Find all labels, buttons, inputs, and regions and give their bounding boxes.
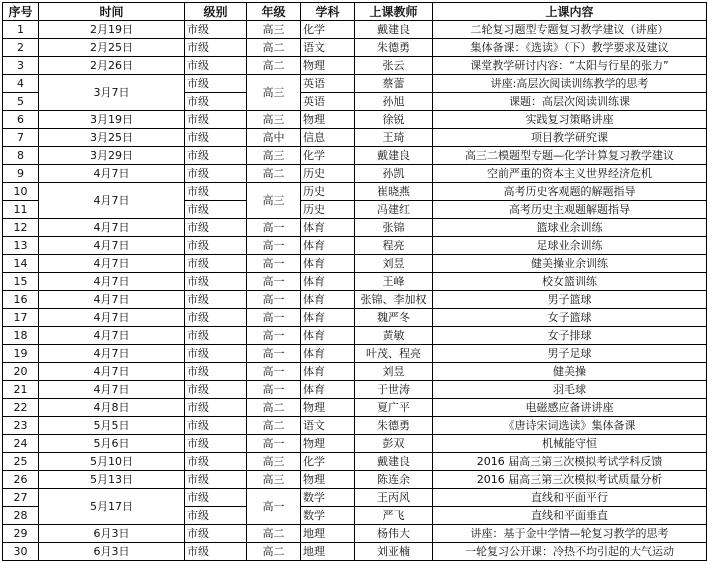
- table-row: [3, 57, 707, 75]
- header-time: 时间: [39, 3, 185, 21]
- header-grade: 年级: [247, 3, 301, 21]
- row-time: 2月26日: [39, 57, 185, 75]
- row-level: 市级: [185, 219, 247, 237]
- row-time: 4月7日: [39, 183, 185, 219]
- row-level: 市级: [185, 435, 247, 453]
- row-subject: 物理: [301, 111, 355, 129]
- row-number: 10: [3, 183, 39, 201]
- row-grade: 高一: [247, 435, 301, 453]
- row-teacher: 朱德勇: [355, 417, 433, 435]
- row-number: 27: [3, 489, 39, 507]
- row-level: 市级: [185, 453, 247, 471]
- row-number: 17: [3, 309, 39, 327]
- row-subject: 物理: [301, 471, 355, 489]
- row-number: 21: [3, 381, 39, 399]
- row-subject: 化学: [301, 147, 355, 165]
- row-content: 足球业余训练: [433, 237, 707, 255]
- row-teacher: 张云: [355, 57, 433, 75]
- row-level: 市级: [185, 309, 247, 327]
- row-content: 健美操业余训练: [433, 255, 707, 273]
- row-level: 市级: [185, 273, 247, 291]
- row-time: 5月6日: [39, 435, 185, 453]
- row-grade: 高二: [247, 543, 301, 561]
- row-content: 高三二模题型专题—化学计算复习教学建议: [433, 147, 707, 165]
- row-number: 22: [3, 399, 39, 417]
- row-level: 市级: [185, 57, 247, 75]
- row-content: 讲座:高层次阅读训练教学的思考: [433, 75, 707, 93]
- row-content: 高考历史主观题解题指导: [433, 201, 707, 219]
- row-subject: 体育: [301, 309, 355, 327]
- row-teacher: 张锦、李加权: [355, 291, 433, 309]
- row-number: 26: [3, 471, 39, 489]
- row-subject: 数学: [301, 489, 355, 507]
- header-subject: 学科: [301, 3, 355, 21]
- row-time: 6月3日: [39, 543, 185, 561]
- table-row: [3, 435, 707, 453]
- table-row: [3, 111, 707, 129]
- row-content: 高考历史客观题的解题指导: [433, 183, 707, 201]
- row-time: 4月7日: [39, 219, 185, 237]
- row-teacher: 王峰: [355, 273, 433, 291]
- row-number: 19: [3, 345, 39, 363]
- table-row: [3, 489, 707, 507]
- table-row: [3, 543, 707, 561]
- table-row: [3, 129, 707, 147]
- row-number: 2: [3, 39, 39, 57]
- table-row: [3, 75, 707, 93]
- row-teacher: 刘昱: [355, 363, 433, 381]
- row-level: 市级: [185, 93, 247, 111]
- row-number: 3: [3, 57, 39, 75]
- row-subject: 语文: [301, 39, 355, 57]
- row-subject: 体育: [301, 219, 355, 237]
- row-time: 6月3日: [39, 525, 185, 543]
- row-teacher: 朱德勇: [355, 39, 433, 57]
- row-level: 市级: [185, 381, 247, 399]
- row-grade: 高二: [247, 57, 301, 75]
- row-grade: 高二: [247, 417, 301, 435]
- row-content: 二轮复习题型专题复习教学建议（讲座）: [433, 21, 707, 39]
- row-subject: 体育: [301, 327, 355, 345]
- row-level: 市级: [185, 507, 247, 525]
- row-teacher: 孙旭: [355, 93, 433, 111]
- header-teacher: 上课教师: [355, 3, 433, 21]
- row-number: 24: [3, 435, 39, 453]
- table-row: [3, 147, 707, 165]
- row-number: 6: [3, 111, 39, 129]
- row-subject: 历史: [301, 165, 355, 183]
- row-number: 1: [3, 21, 39, 39]
- row-grade: 高三: [247, 75, 301, 111]
- row-grade: 高一: [247, 345, 301, 363]
- row-content: 电磁感应备讲讲座: [433, 399, 707, 417]
- row-subject: 英语: [301, 75, 355, 93]
- row-level: 市级: [185, 75, 247, 93]
- row-content: 实践复习策略讲座: [433, 111, 707, 129]
- row-teacher: 戴建良: [355, 453, 433, 471]
- row-grade: 高一: [247, 309, 301, 327]
- row-content: 校女篮训练: [433, 273, 707, 291]
- table-row: [3, 165, 707, 183]
- row-grade: 高中: [247, 129, 301, 147]
- row-content: 集体备课：《选读》（下）教学要求及建议: [433, 39, 707, 57]
- table-row: [3, 291, 707, 309]
- table-row: [3, 399, 707, 417]
- table-row: [3, 525, 707, 543]
- row-grade: 高二: [247, 39, 301, 57]
- table-row: [3, 237, 707, 255]
- row-time: 5月10日: [39, 453, 185, 471]
- row-teacher: 魏严冬: [355, 309, 433, 327]
- row-subject: 历史: [301, 183, 355, 201]
- row-time: 5月13日: [39, 471, 185, 489]
- row-grade: 高一: [247, 381, 301, 399]
- row-teacher: 程亮: [355, 237, 433, 255]
- table-body: [3, 21, 707, 561]
- row-content: 2016 届高三第三次模拟考试学科反馈: [433, 453, 707, 471]
- row-grade: 高一: [247, 327, 301, 345]
- row-content: 机械能守恒: [433, 435, 707, 453]
- row-number: 28: [3, 507, 39, 525]
- table-row: [3, 345, 707, 363]
- row-content: 2016 届高三第三次模拟考试质量分析: [433, 471, 707, 489]
- row-teacher: 杨伟大: [355, 525, 433, 543]
- table-row: [3, 39, 707, 57]
- row-grade: 高一: [247, 273, 301, 291]
- row-teacher: 崔晓燕: [355, 183, 433, 201]
- row-teacher: 刘亚楠: [355, 543, 433, 561]
- row-level: 市级: [185, 489, 247, 507]
- row-time: 4月7日: [39, 273, 185, 291]
- table-row: [3, 255, 707, 273]
- row-level: 市级: [185, 417, 247, 435]
- row-level: 市级: [185, 147, 247, 165]
- row-teacher: 夏广平: [355, 399, 433, 417]
- row-number: 9: [3, 165, 39, 183]
- row-time: 2月19日: [39, 21, 185, 39]
- row-time: 3月29日: [39, 147, 185, 165]
- row-number: 8: [3, 147, 39, 165]
- row-grade: 高一: [247, 291, 301, 309]
- row-content: 直线和平面平行: [433, 489, 707, 507]
- row-time: 4月8日: [39, 399, 185, 417]
- row-level: 市级: [185, 129, 247, 147]
- row-grade: 高三: [247, 471, 301, 489]
- row-grade: 高一: [247, 219, 301, 237]
- row-subject: 化学: [301, 21, 355, 39]
- row-content: 课题：高层次阅读训练课: [433, 93, 707, 111]
- row-subject: 地理: [301, 525, 355, 543]
- row-subject: 体育: [301, 273, 355, 291]
- row-content: 直线和平面垂直: [433, 507, 707, 525]
- schedule-sheet: [2, 2, 707, 561]
- row-number: 11: [3, 201, 39, 219]
- row-level: 市级: [185, 399, 247, 417]
- row-content: 羽毛球: [433, 381, 707, 399]
- row-level: 市级: [185, 471, 247, 489]
- row-number: 25: [3, 453, 39, 471]
- header-no: 序号: [3, 3, 39, 21]
- row-content: 男子足球: [433, 345, 707, 363]
- row-level: 市级: [185, 327, 247, 345]
- row-teacher: 张锦: [355, 219, 433, 237]
- row-subject: 体育: [301, 345, 355, 363]
- row-teacher: 于世涛: [355, 381, 433, 399]
- row-teacher: 冯建红: [355, 201, 433, 219]
- row-teacher: 戴建良: [355, 147, 433, 165]
- row-content: 一轮复习公开课：冷热不均引起的大气运动: [433, 543, 707, 561]
- row-level: 市级: [185, 345, 247, 363]
- row-time: 3月19日: [39, 111, 185, 129]
- row-time: 5月5日: [39, 417, 185, 435]
- row-content: 《唐诗宋词选读》集体备课: [433, 417, 707, 435]
- row-level: 市级: [185, 363, 247, 381]
- row-time: 2月25日: [39, 39, 185, 57]
- table-row: [3, 327, 707, 345]
- row-time: 5月17日: [39, 489, 185, 525]
- table-row: [3, 363, 707, 381]
- row-grade: 高一: [247, 237, 301, 255]
- row-subject: 地理: [301, 543, 355, 561]
- row-time: 4月7日: [39, 327, 185, 345]
- row-subject: 英语: [301, 93, 355, 111]
- row-subject: 信息: [301, 129, 355, 147]
- row-time: 4月7日: [39, 165, 185, 183]
- row-number: 7: [3, 129, 39, 147]
- table-row: [3, 471, 707, 489]
- row-content: 项目教学研究课: [433, 129, 707, 147]
- header-content: 上课内容: [433, 3, 707, 21]
- row-time: 4月7日: [39, 309, 185, 327]
- row-level: 市级: [185, 165, 247, 183]
- table-row: [3, 183, 707, 201]
- row-grade: 高二: [247, 525, 301, 543]
- row-subject: 数学: [301, 507, 355, 525]
- row-level: 市级: [185, 237, 247, 255]
- row-subject: 体育: [301, 291, 355, 309]
- row-subject: 语文: [301, 417, 355, 435]
- row-level: 市级: [185, 525, 247, 543]
- row-subject: 物理: [301, 435, 355, 453]
- row-number: 29: [3, 525, 39, 543]
- row-grade: 高三: [247, 453, 301, 471]
- row-number: 15: [3, 273, 39, 291]
- table-row: [3, 273, 707, 291]
- row-number: 30: [3, 543, 39, 561]
- row-subject: 体育: [301, 255, 355, 273]
- row-grade: 高二: [247, 399, 301, 417]
- row-time: 3月25日: [39, 129, 185, 147]
- row-time: 4月7日: [39, 381, 185, 399]
- schedule-table: [2, 2, 707, 561]
- table-row: [3, 381, 707, 399]
- row-content: 篮球业余训练: [433, 219, 707, 237]
- row-grade: 高三: [247, 147, 301, 165]
- row-subject: 体育: [301, 381, 355, 399]
- table-row: [3, 21, 707, 39]
- row-subject: 化学: [301, 453, 355, 471]
- row-teacher: 戴建良: [355, 21, 433, 39]
- row-content: 健美操: [433, 363, 707, 381]
- row-content: 讲座：基于金中学情—轮复习教学的思考: [433, 525, 707, 543]
- row-content: 课堂教学研讨内容：“太阳与行星的张力”: [433, 57, 707, 75]
- row-subject: 物理: [301, 399, 355, 417]
- row-grade: 高一: [247, 489, 301, 525]
- row-level: 市级: [185, 21, 247, 39]
- row-teacher: 孙凯: [355, 165, 433, 183]
- row-teacher: 王琦: [355, 129, 433, 147]
- row-number: 5: [3, 93, 39, 111]
- row-teacher: 蔡蕾: [355, 75, 433, 93]
- row-number: 4: [3, 75, 39, 93]
- row-level: 市级: [185, 111, 247, 129]
- row-grade: 高三: [247, 183, 301, 219]
- table-row: [3, 417, 707, 435]
- row-grade: 高一: [247, 363, 301, 381]
- row-subject: 体育: [301, 237, 355, 255]
- row-number: 20: [3, 363, 39, 381]
- row-teacher: 彭双: [355, 435, 433, 453]
- row-subject: 体育: [301, 363, 355, 381]
- row-subject: 历史: [301, 201, 355, 219]
- header-level: 级别: [185, 3, 247, 21]
- row-content: 女子排球: [433, 327, 707, 345]
- row-grade: 高三: [247, 21, 301, 39]
- row-time: 3月7日: [39, 75, 185, 111]
- row-grade: 高三: [247, 111, 301, 129]
- row-level: 市级: [185, 39, 247, 57]
- row-number: 23: [3, 417, 39, 435]
- row-content: 女子篮球: [433, 309, 707, 327]
- row-time: 4月7日: [39, 237, 185, 255]
- row-number: 16: [3, 291, 39, 309]
- header-row: [3, 3, 707, 21]
- row-teacher: 叶茂、程亮: [355, 345, 433, 363]
- row-level: 市级: [185, 201, 247, 219]
- row-time: 4月7日: [39, 255, 185, 273]
- row-number: 18: [3, 327, 39, 345]
- row-level: 市级: [185, 183, 247, 201]
- table-row: [3, 453, 707, 471]
- row-subject: 物理: [301, 57, 355, 75]
- row-number: 13: [3, 237, 39, 255]
- row-content: 空前严重的资本主义世界经济危机: [433, 165, 707, 183]
- row-level: 市级: [185, 291, 247, 309]
- row-number: 12: [3, 219, 39, 237]
- row-teacher: 王丙风: [355, 489, 433, 507]
- row-grade: 高二: [247, 165, 301, 183]
- row-teacher: 刘昱: [355, 255, 433, 273]
- row-time: 4月7日: [39, 291, 185, 309]
- row-number: 14: [3, 255, 39, 273]
- table-row: [3, 309, 707, 327]
- row-content: 男子篮球: [433, 291, 707, 309]
- row-teacher: 徐锐: [355, 111, 433, 129]
- row-teacher: 陈连余: [355, 471, 433, 489]
- row-time: 4月7日: [39, 345, 185, 363]
- row-level: 市级: [185, 543, 247, 561]
- row-level: 市级: [185, 255, 247, 273]
- row-teacher: 黄敏: [355, 327, 433, 345]
- row-teacher: 严飞: [355, 507, 433, 525]
- table-row: [3, 219, 707, 237]
- row-grade: 高一: [247, 255, 301, 273]
- row-time: 4月7日: [39, 363, 185, 381]
